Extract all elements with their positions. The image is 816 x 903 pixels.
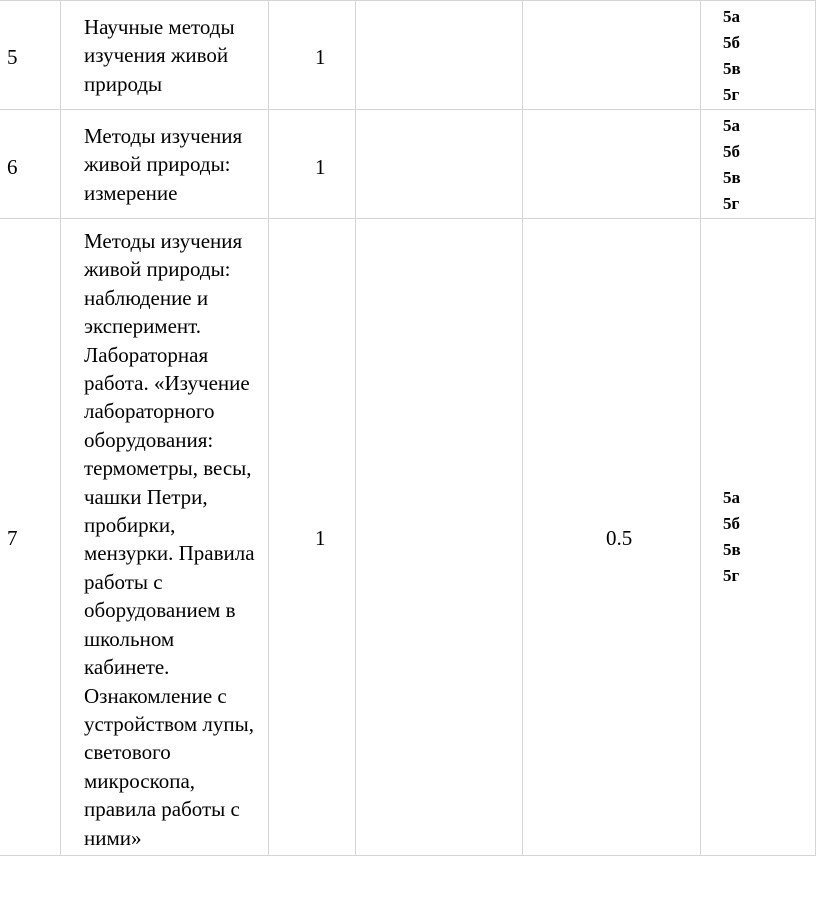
- topic-line: устройством лупы,: [84, 711, 254, 736]
- class-list: [723, 4, 741, 108]
- lesson-topic: [84, 227, 270, 852]
- topic-line: эксперимент.: [84, 314, 202, 339]
- topic-line: Научные методы: [84, 15, 235, 39]
- topic-line: работа. «Изучение: [84, 371, 250, 396]
- class-label: 5а: [723, 116, 740, 135]
- column-divider: [355, 0, 356, 856]
- topic-line: оборудования:: [84, 427, 214, 452]
- topic-line: ними»: [84, 825, 142, 850]
- class-list: [723, 485, 741, 589]
- topic-line: Методы изучения: [84, 229, 243, 253]
- topic-line: измерение: [84, 180, 178, 205]
- topic-line: живой природы:: [84, 152, 231, 177]
- class-label: 5в: [723, 59, 741, 78]
- class-label: 5в: [723, 540, 741, 559]
- topic-line: Ознакомление с: [84, 683, 227, 708]
- row-divider: [0, 218, 816, 219]
- topic-line: изучения живой: [84, 43, 229, 68]
- class-label: 5б: [723, 514, 740, 533]
- hours-count: 1: [315, 155, 326, 179]
- topic-line: кабинете.: [84, 655, 170, 680]
- topic-line: природы: [84, 71, 163, 96]
- topic-line: микроскопа,: [84, 768, 196, 793]
- class-label: 5в: [723, 168, 741, 187]
- topic-line: мензурки. Правила: [84, 541, 255, 566]
- class-list: [723, 113, 741, 217]
- table-border-top: [0, 0, 816, 1]
- column-divider: [60, 0, 61, 856]
- class-label: 5б: [723, 33, 740, 52]
- topic-line: работы с: [84, 569, 163, 594]
- topic-line: лабораторного: [84, 399, 215, 424]
- column-divider: [700, 0, 701, 856]
- lesson-number: 6: [7, 155, 18, 179]
- lesson-topic: [84, 13, 270, 98]
- topic-line: Лабораторная: [84, 342, 209, 367]
- class-label: 5г: [723, 194, 740, 213]
- hours-count: 1: [315, 45, 326, 69]
- lesson-number: 5: [7, 45, 18, 69]
- lesson-topic: [84, 122, 270, 207]
- topic-line: чашки Петри,: [84, 484, 208, 509]
- table-border-bottom: [0, 855, 816, 856]
- practice-hours: 0.5: [606, 526, 633, 550]
- topic-line: правила работы с: [84, 797, 240, 822]
- class-label: 5б: [723, 142, 740, 161]
- topic-line: термометры, весы,: [84, 456, 252, 481]
- topic-line: пробирки,: [84, 513, 176, 538]
- topic-line: школьном: [84, 626, 175, 651]
- topic-line: живой природы:: [84, 257, 231, 282]
- lesson-number: 7: [7, 526, 18, 550]
- class-label: 5г: [723, 566, 740, 585]
- row-divider: [0, 109, 816, 110]
- topic-line: Методы изучения: [84, 124, 243, 148]
- column-divider: [522, 0, 523, 856]
- topic-line: наблюдение и: [84, 285, 209, 310]
- class-label: 5г: [723, 85, 740, 104]
- class-label: 5а: [723, 7, 740, 26]
- topic-line: светового: [84, 740, 171, 765]
- topic-line: оборудованием в: [84, 598, 236, 623]
- hours-count: 1: [315, 526, 326, 550]
- class-label: 5а: [723, 488, 740, 507]
